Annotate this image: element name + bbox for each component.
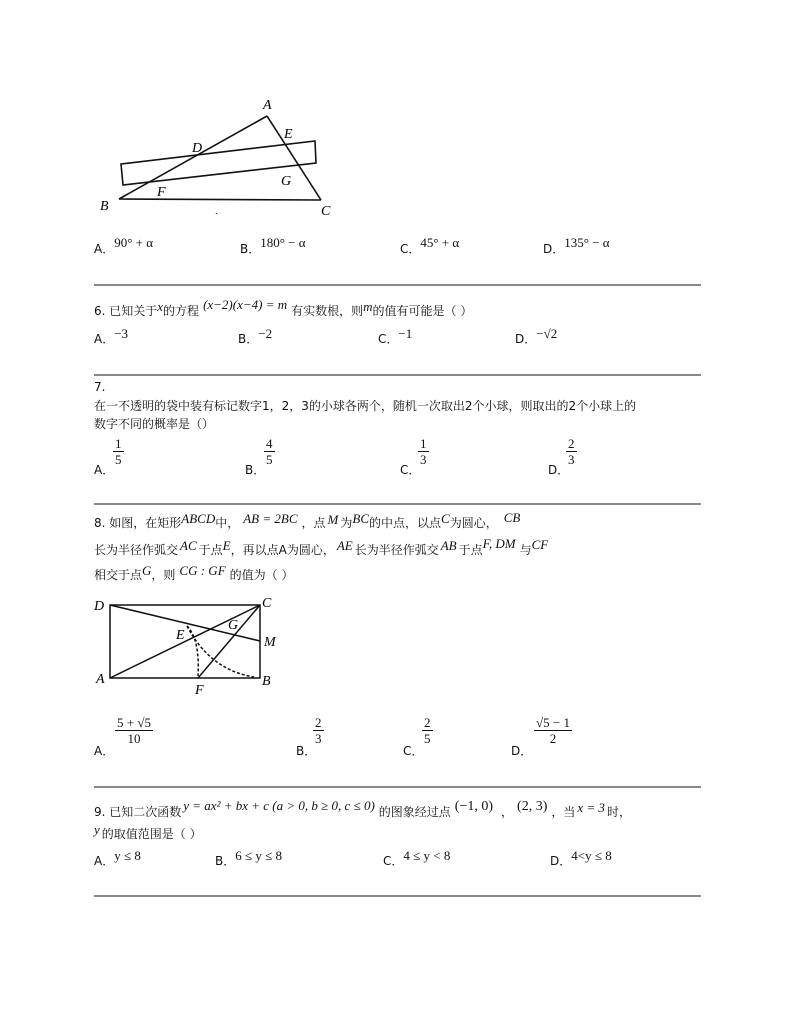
q8-option-c-letter[interactable]: C． [403,744,424,758]
label-g: G [228,618,239,633]
label-b: B [100,199,109,214]
label-e: E [284,127,293,142]
label-c: C [321,204,331,219]
label-a: A [263,98,272,113]
side-ac [267,116,321,200]
label-m: M [264,635,276,650]
q8-option-d-letter[interactable]: D． [511,744,533,758]
label-e: E [176,628,185,643]
q8-option-b-fraction: 2 3 [315,715,322,746]
q8-option-b-letter[interactable]: B． [296,744,317,758]
q7-option-b-fraction: 4 5 [266,436,273,467]
q8-option-c-fraction: 2 5 [424,715,431,746]
label-g: G [281,174,292,189]
q5-option-c[interactable]: C．45° + α [400,235,460,256]
q5-figure [95,92,355,222]
q8-figure [92,594,292,698]
label-f: F [157,185,166,200]
q9-option-b[interactable]: B．6 ≤ y ≤ 8 [215,848,283,868]
arc-af [187,626,198,676]
q8-option-a-fraction: 5 + √5 10 [117,715,151,746]
q7-option-a-letter[interactable]: A． [94,463,115,477]
label-c: C [262,596,272,611]
label-b: B [262,674,271,689]
q7-stem-line2: 数字不同的概率是（） [94,417,215,431]
q5-option-a[interactable]: A．90° + α [94,235,154,256]
q7-option-c-fraction: 1 3 [420,436,427,467]
label-f: F [195,683,204,698]
q5-option-d[interactable]: D．135° − α [543,235,610,256]
q6-option-d[interactable]: D．−√2 [515,326,558,346]
q8-option-d-fraction: √5 − 1 2 [536,715,570,746]
q9-stem-line2: y 的取值范围是（ ） [94,822,202,841]
q7-option-d-letter[interactable]: D． [548,463,570,477]
segment-cf [198,605,260,678]
svg-text:ˏ: ˏ [215,204,219,215]
q7-option-b-letter[interactable]: B． [245,463,266,477]
q9-option-d[interactable]: D．4<y ≤ 8 [550,848,612,868]
divider [94,503,701,505]
q6-option-b[interactable]: B．−2 [238,326,273,346]
q8-stem-line3: 相交于点G，则 CG : GF 的值为（ ） [94,563,294,582]
label-d: D [192,141,203,156]
q8-stem-line2: 长为半径作弧交 AC 于点E，再以点A为圆心， AE 长为半径作弧交 AB 于点F, DM 与CF [94,536,549,557]
side-ba [119,116,267,199]
q7-option-a-fraction: 1 5 [115,436,122,467]
q6-stem: 6. 已知关于x的方程 (x−2)(x−4) = m 有实数根，则m的值有可能是（ ） [94,297,473,318]
diagonal-ac [110,605,260,678]
q7-option-d-fraction: 2 3 [568,436,575,467]
divider [94,895,701,897]
divider [94,284,701,286]
q9-option-a[interactable]: A．y ≤ 8 [94,848,141,868]
label-d: D [94,599,105,614]
q7-stem-line1: 在一不透明的袋中装有标记数字1，2，3的小球各两个，随机一次取出2个小球，则取出的2个小球上的 [94,399,637,413]
q8-option-a-letter[interactable]: A． [94,744,115,758]
q9-option-c[interactable]: C．4 ≤ y < 8 [383,848,451,868]
q6-option-c[interactable]: C．−1 [378,326,413,346]
divider [94,786,701,788]
q6-option-a[interactable]: A．−3 [94,326,129,346]
q9-stem-line1: 9. 已知二次函数 y = ax² + bx + c (a > 0, b ≥ 0, c ≤ 0) 的图象经过点 (−1, 0) ， (2, 3) ，当 x = 3 时， [94,798,631,819]
q8-stem-line1: 8. 如图，在矩形ABCD中， AB = 2BC ，点 M 为BC的中点，以点C为圆心， CB [94,510,521,530]
side-bc [119,199,321,200]
divider [94,374,701,376]
q5-option-b[interactable]: B．180° − α [240,235,306,256]
q7-number: 7. [94,380,106,394]
q7-option-c-letter[interactable]: C． [400,463,421,477]
label-a: A [96,672,105,687]
